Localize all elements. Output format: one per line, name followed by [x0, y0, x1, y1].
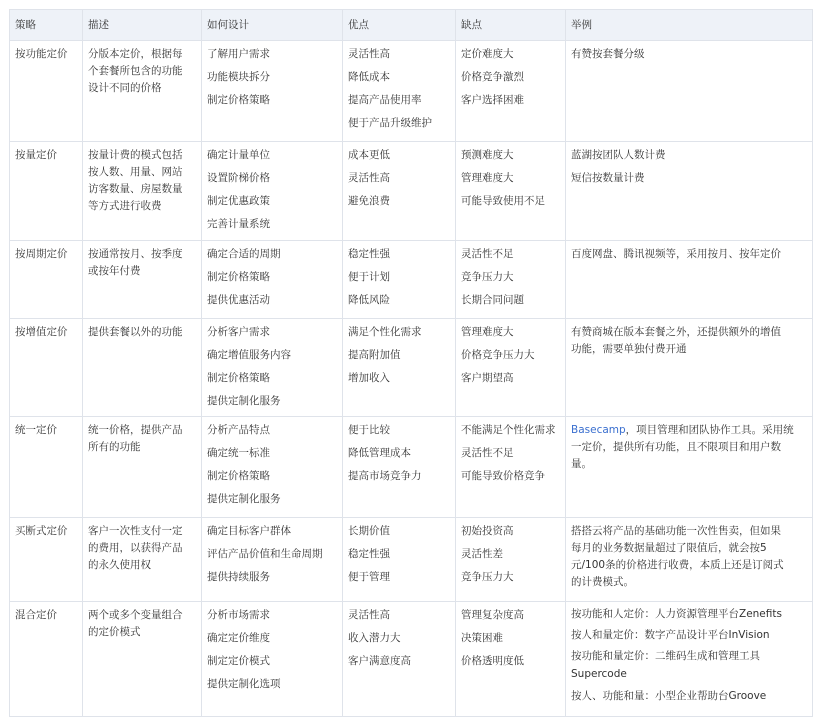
cell-pros: 便于比较 降低管理成本 提高市场竞争力 [343, 417, 456, 518]
cell-cons: 管理难度大 价格竞争压力大 客户期望高 [456, 319, 566, 417]
cell-strategy: 按周期定价 [10, 241, 83, 319]
cell-cons: 定价难度大 价格竞争激烈 客户选择困难 [456, 41, 566, 142]
header-pros: 优点 [343, 10, 456, 41]
cell-description: 按量计费的模式包括 按人数、用量、网站 访客数量、房屋数量 等方式进行收费 [83, 142, 202, 241]
cell-cons: 不能满足个性化需求 灵活性不足 可能导致价格竞争 [456, 417, 566, 518]
cell-design: 分析客户需求 确定增值服务内容 制定价格策略 提供定制化服务 [202, 319, 343, 417]
cell-pros: 灵活性高 降低成本 提高产品使用率 便于产品升级维护 [343, 41, 456, 142]
pricing-strategy-table [9, 9, 813, 717]
cell-example: 蓝湖按团队人数计费 短信按数量计费 [566, 142, 813, 241]
cell-example: 搭搭云将产品的基础功能一次性售卖，但如果 每月的业务数据量超过了限值后，就会按5 元/100条的价格进行收费，本质上还是订阅式 的计费模式。 [566, 518, 813, 602]
cell-design: 确定目标客户群体 评估产品价值和生命周期 提供持续服务 [202, 518, 343, 602]
cell-design: 分析市场需求 确定定价维度 制定定价模式 提供定制化选项 [202, 602, 343, 717]
table-header-row [10, 10, 813, 41]
cell-cons: 管理复杂度高 决策困难 价格透明度低 [456, 602, 566, 717]
cell-design: 确定计量单位 设置阶梯价格 制定优惠政策 完善计量系统 [202, 142, 343, 241]
cell-description: 客户一次性支付一定 的费用，以获得产品 的永久使用权 [83, 518, 202, 602]
table-row [10, 41, 813, 142]
cell-design: 了解用户需求 功能模块拆分 制定价格策略 [202, 41, 343, 142]
basecamp-link[interactable]: Basecamp [571, 424, 626, 436]
cell-example: Basecamp，项目管理和团队协作工具。采用统 一定价，提供所有功能，且不限项目和用户数 量。 [566, 417, 813, 518]
table-row [10, 602, 813, 717]
cell-pros: 满足个性化需求 提高附加值 增加收入 [343, 319, 456, 417]
pricing-strategy-table-container [9, 9, 812, 717]
cell-description: 分版本定价，根据每 个套餐所包含的功能 设计不同的价格 [83, 41, 202, 142]
cell-description: 提供套餐以外的功能 [83, 319, 202, 417]
header-design: 如何设计 [202, 10, 343, 41]
cell-description: 按通常按月、按季度 或按年付费 [83, 241, 202, 319]
cell-strategy: 按功能定价 [10, 41, 83, 142]
header-description: 描述 [83, 10, 202, 41]
cell-pros: 长期价值 稳定性强 便于管理 [343, 518, 456, 602]
cell-pros: 灵活性高 收入潜力大 客户满意度高 [343, 602, 456, 717]
cell-strategy: 混合定价 [10, 602, 83, 717]
cell-strategy: 买断式定价 [10, 518, 83, 602]
cell-description: 统一价格，提供产品 所有的功能 [83, 417, 202, 518]
header-cons: 缺点 [456, 10, 566, 41]
table-row [10, 417, 813, 518]
table-row [10, 319, 813, 417]
table-row [10, 518, 813, 602]
cell-pros: 成本更低 灵活性高 避免浪费 [343, 142, 456, 241]
cell-design: 分析产品特点 确定统一标准 制定价格策略 提供定制化服务 [202, 417, 343, 518]
cell-strategy: 统一定价 [10, 417, 83, 518]
header-strategy: 策略 [10, 10, 83, 41]
cell-cons: 灵活性不足 竞争压力大 长期合同问题 [456, 241, 566, 319]
cell-example: 有赞按套餐分级 [566, 41, 813, 142]
cell-cons: 预测难度大 管理难度大 可能导致使用不足 [456, 142, 566, 241]
cell-pros: 稳定性强 便于计划 降低风险 [343, 241, 456, 319]
cell-strategy: 按增值定价 [10, 319, 83, 417]
cell-example: 按功能和人定价：人力资源管理平台Zenefits 按人和量定价：数字产品设计平台InVision 按功能和量定价：二维码生成和管理工具 Supercode 按人、功能和量：小型企业帮助台Groove [566, 602, 813, 717]
cell-strategy: 按量定价 [10, 142, 83, 241]
table-row [10, 142, 813, 241]
cell-design: 确定合适的周期 制定价格策略 提供优惠活动 [202, 241, 343, 319]
cell-cons: 初始投资高 灵活性差 竞争压力大 [456, 518, 566, 602]
cell-example: 百度网盘、腾讯视频等，采用按月、按年定价 [566, 241, 813, 319]
cell-description: 两个或多个变量组合 的定价模式 [83, 602, 202, 717]
table-row [10, 241, 813, 319]
header-example: 举例 [566, 10, 813, 41]
cell-example: 有赞商城在版本套餐之外，还提供额外的增值 功能，需要单独付费开通 [566, 319, 813, 417]
